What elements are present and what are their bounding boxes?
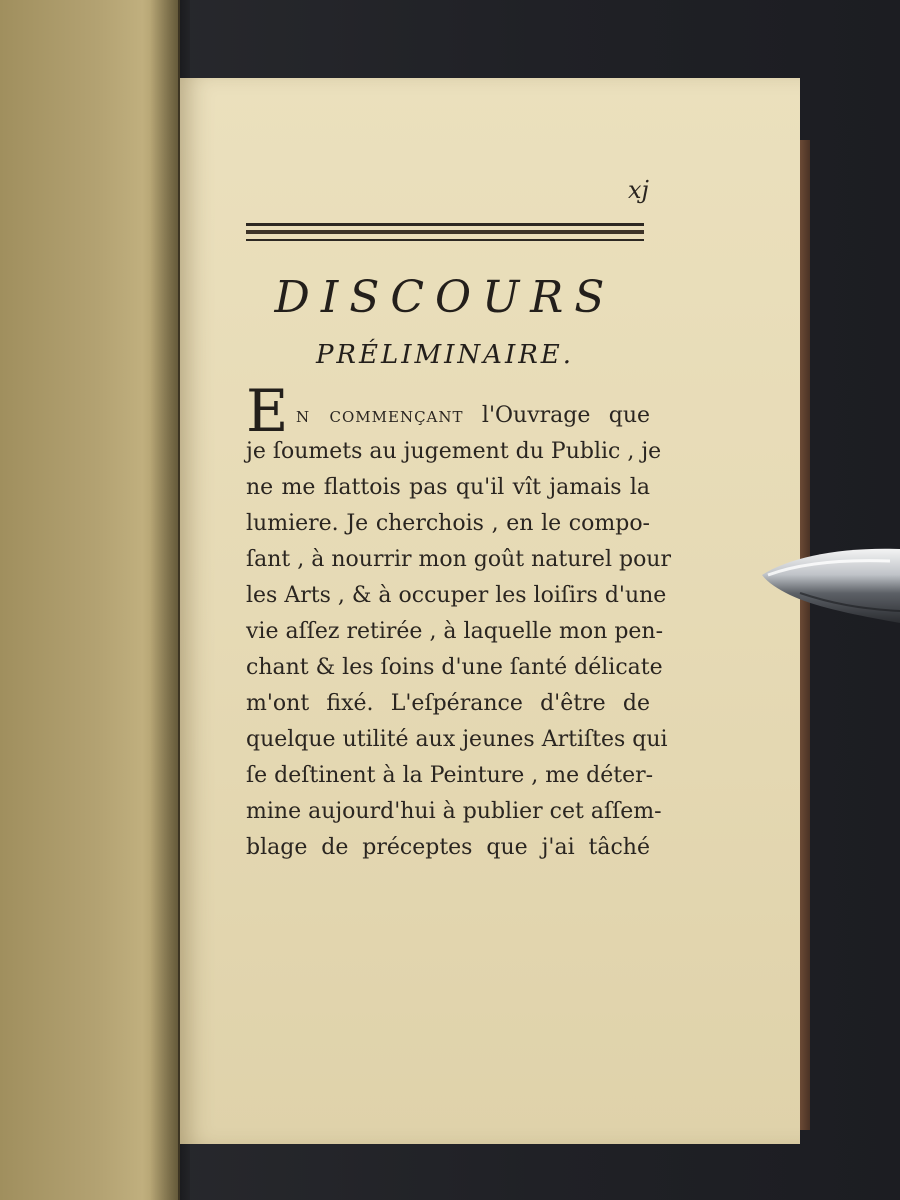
text-line: ne me flattois pas qu'il vît jamais la — [246, 475, 650, 500]
text-line: ſant , à nourrir mon goût naturel pour — [246, 547, 671, 572]
text-line: mine aujourd'hui à publier cet aſſem- — [246, 799, 662, 824]
text-line: je ſoumets au jugement du Public , je — [246, 439, 662, 464]
ornamental-rule-bottom — [246, 239, 644, 241]
text-line: les Arts , & à occuper les loiſirs d'une — [246, 583, 667, 608]
first-line-rest: l'Ouvrage que — [481, 403, 651, 428]
text-line-1 — [296, 398, 650, 434]
body-text — [246, 398, 671, 866]
text-line: lumiere. Je cherchois , en le compo- — [246, 511, 650, 536]
text-line: quelque utilité aux jeunes Artiſtes qui — [246, 727, 668, 752]
text-line: m'ont fixé. L'eſpérance d'être de — [246, 691, 650, 716]
text-line: vie aſſez retirée , à laquelle mon pen- — [246, 619, 664, 644]
text-line: ſe deſtinent à la Peinture , me déter- — [246, 763, 654, 788]
chapter-title: DISCOURS — [274, 272, 616, 323]
metal-clip-icon — [760, 545, 900, 635]
text-line: blage de préceptes que j'ai tâché — [246, 835, 650, 860]
first-line-smallcaps: n commençant — [296, 403, 464, 428]
ornamental-rule-middle — [246, 230, 644, 234]
ornamental-rule-top — [246, 223, 644, 226]
text-line: chant & les ſoins d'une ſanté délicate — [246, 655, 663, 680]
page-number: xj — [628, 176, 649, 204]
page-edge — [800, 140, 810, 1130]
chapter-subtitle: PRÉLIMINAIRE. — [315, 340, 575, 370]
drop-cap: E — [246, 377, 289, 445]
